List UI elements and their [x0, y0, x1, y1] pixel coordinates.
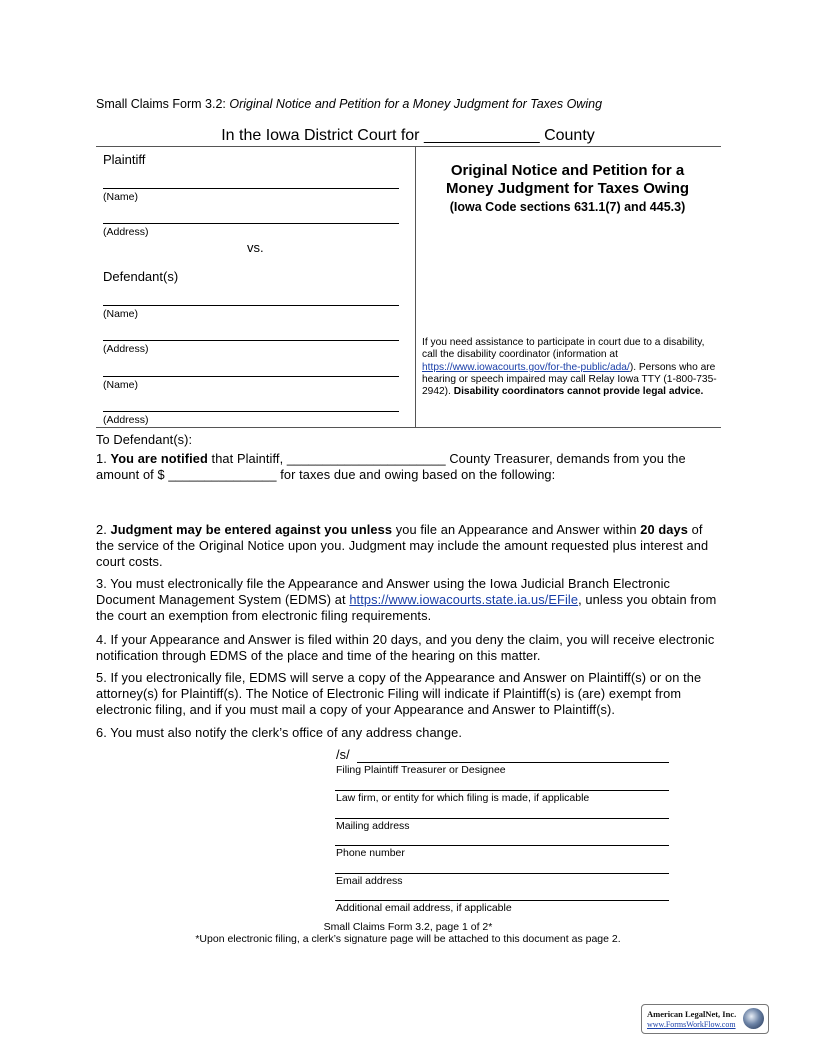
signature-prefix: /s/ — [336, 747, 350, 762]
signature-line[interactable] — [357, 762, 669, 763]
signature-label-email: Email address — [336, 875, 403, 887]
document-title — [425, 162, 710, 198]
p3-text-2: , unless you obtain from the court an exemption from electronic filing requirements. — [96, 591, 717, 623]
page-indicator: Small Claims Form 3.2, page 1 of 2* — [323, 921, 493, 933]
signature-label-treasurer: Filing Plaintiff Treasurer or Designee — [336, 764, 506, 776]
defendant-label: Defendant(s) — [103, 269, 179, 284]
paragraph-6: 6. You must also notify the clerk’s office of any address change. — [96, 725, 462, 740]
defendant2-name-label: (Name) — [103, 379, 139, 391]
ada-link[interactable]: https://www.iowacourts.gov/for-the-public/ada/ — [422, 361, 630, 373]
p2-days: 20 days — [640, 522, 688, 537]
paragraph-4: 4. If your Appearance and Answer is filed within 20 days, and you deny the claim, you will receive electronic notification through EDMS of the place and time of the hearing on this matter. — [96, 632, 715, 663]
title-line-2: Money Judgment for Taxes Owing — [445, 180, 690, 197]
logo-url[interactable]: www.FormsWorkFlow.com — [647, 1020, 736, 1029]
p2-text-1: you file an Appearance and Answer within — [395, 522, 637, 537]
paragraph-2 — [96, 522, 720, 569]
court-line: In the Iowa District Court for _____________ County — [221, 127, 595, 144]
efile-link[interactable]: https://www.iowacourts.state.ia.us/EFile — [349, 591, 579, 607]
globe-icon — [743, 1008, 764, 1029]
additional-email-line[interactable] — [335, 900, 669, 901]
form-identifier — [96, 97, 602, 111]
defendant1-address-label: (Address) — [103, 343, 149, 355]
p2-number: 2. — [96, 522, 107, 537]
to-defendants: To Defendant(s): — [96, 432, 193, 447]
paragraph-3 — [96, 576, 720, 623]
ada-text-1: If you need assistance to participate in court due to a disability, call the disability coordinator (information at — [422, 337, 705, 361]
publisher-logo[interactable] — [641, 1004, 769, 1034]
p1-number: 1. — [96, 451, 107, 466]
logo-name: American LegalNet, Inc. — [647, 1009, 737, 1019]
signature-label-law-firm: Law firm, or entity for which filing is made, if applicable — [336, 792, 590, 804]
defendant1-name-label: (Name) — [103, 308, 139, 320]
form-id-label: Small Claims Form 3.2: — [96, 97, 226, 111]
plaintiff-address-label: (Address) — [103, 226, 149, 238]
mailing-address-line[interactable] — [335, 818, 669, 819]
versus-text: vs. — [247, 240, 264, 255]
plaintiff-name-line[interactable] — [103, 188, 399, 189]
title-line-1: Original Notice and Petition for a — [450, 162, 685, 179]
ada-bold-disclaimer: Disability coordinators cannot provide legal advice. — [453, 386, 704, 398]
defendant1-name-line[interactable] — [103, 305, 399, 306]
signature-label-mailing: Mailing address — [336, 820, 410, 832]
signature-label-phone: Phone number — [336, 847, 405, 859]
signature-label-additional-email: Additional email address, if applicable — [336, 902, 512, 914]
defendant2-address-label: (Address) — [103, 414, 149, 426]
p2-text-2: of the service of the Original Notice upon you. Judgment may include the amount requested plus interest and court costs. — [96, 522, 709, 569]
plaintiff-address-line[interactable] — [103, 223, 399, 224]
p1-text: that Plaintiff, ______________________ County Treasurer, demands from you the amount of $ _______________ for taxes due and owing based on the following: — [96, 451, 686, 482]
document-subtitle: (Iowa Code sections 631.1(7) and 445.3) — [449, 200, 686, 214]
paragraph-5: 5. If you electronically file, EDMS will serve a copy of the Appearance and Answer on Plaintiff(s) or on the attorney(s) for Plaintiff(s). The Notice of Electronic Filing will indicate if Plaintiff(s) is (are) exempt from electronic filing, and if you must mail a copy of your Appearance and Answer to Plaintiff(s). — [96, 670, 702, 717]
plaintiff-label: Plaintiff — [103, 152, 146, 167]
caption-bottom-rule — [96, 427, 721, 428]
p1-bold: You are notified — [110, 451, 208, 466]
email-line[interactable] — [335, 873, 669, 874]
defendant2-name-line[interactable] — [103, 376, 399, 377]
paragraph-1 — [96, 451, 720, 483]
ada-text-2: ). Persons who are hearing or speech impaired may call Relay Iowa TTY (1-800-735-2942). — [422, 361, 717, 398]
law-firm-line[interactable] — [335, 790, 669, 791]
ada-notice — [422, 337, 717, 398]
form-title-italic: Original Notice and Petition for a Money Judgment for Taxes Owing — [229, 97, 603, 111]
defendant2-address-line[interactable] — [103, 411, 399, 412]
plaintiff-name-label: (Name) — [103, 191, 139, 203]
footer-note: *Upon electronic filing, a clerk’s signature page will be attached to this document as page 2. — [195, 933, 621, 945]
phone-line[interactable] — [335, 845, 669, 846]
p2-bold: Judgment may be entered against you unless — [110, 522, 393, 537]
p3-text-1: 3. You must electronically file the Appearance and Answer using the Iowa Judicial Branch Electronic Document Management System (EDMS) at — [96, 576, 671, 607]
defendant1-address-line[interactable] — [103, 340, 399, 341]
